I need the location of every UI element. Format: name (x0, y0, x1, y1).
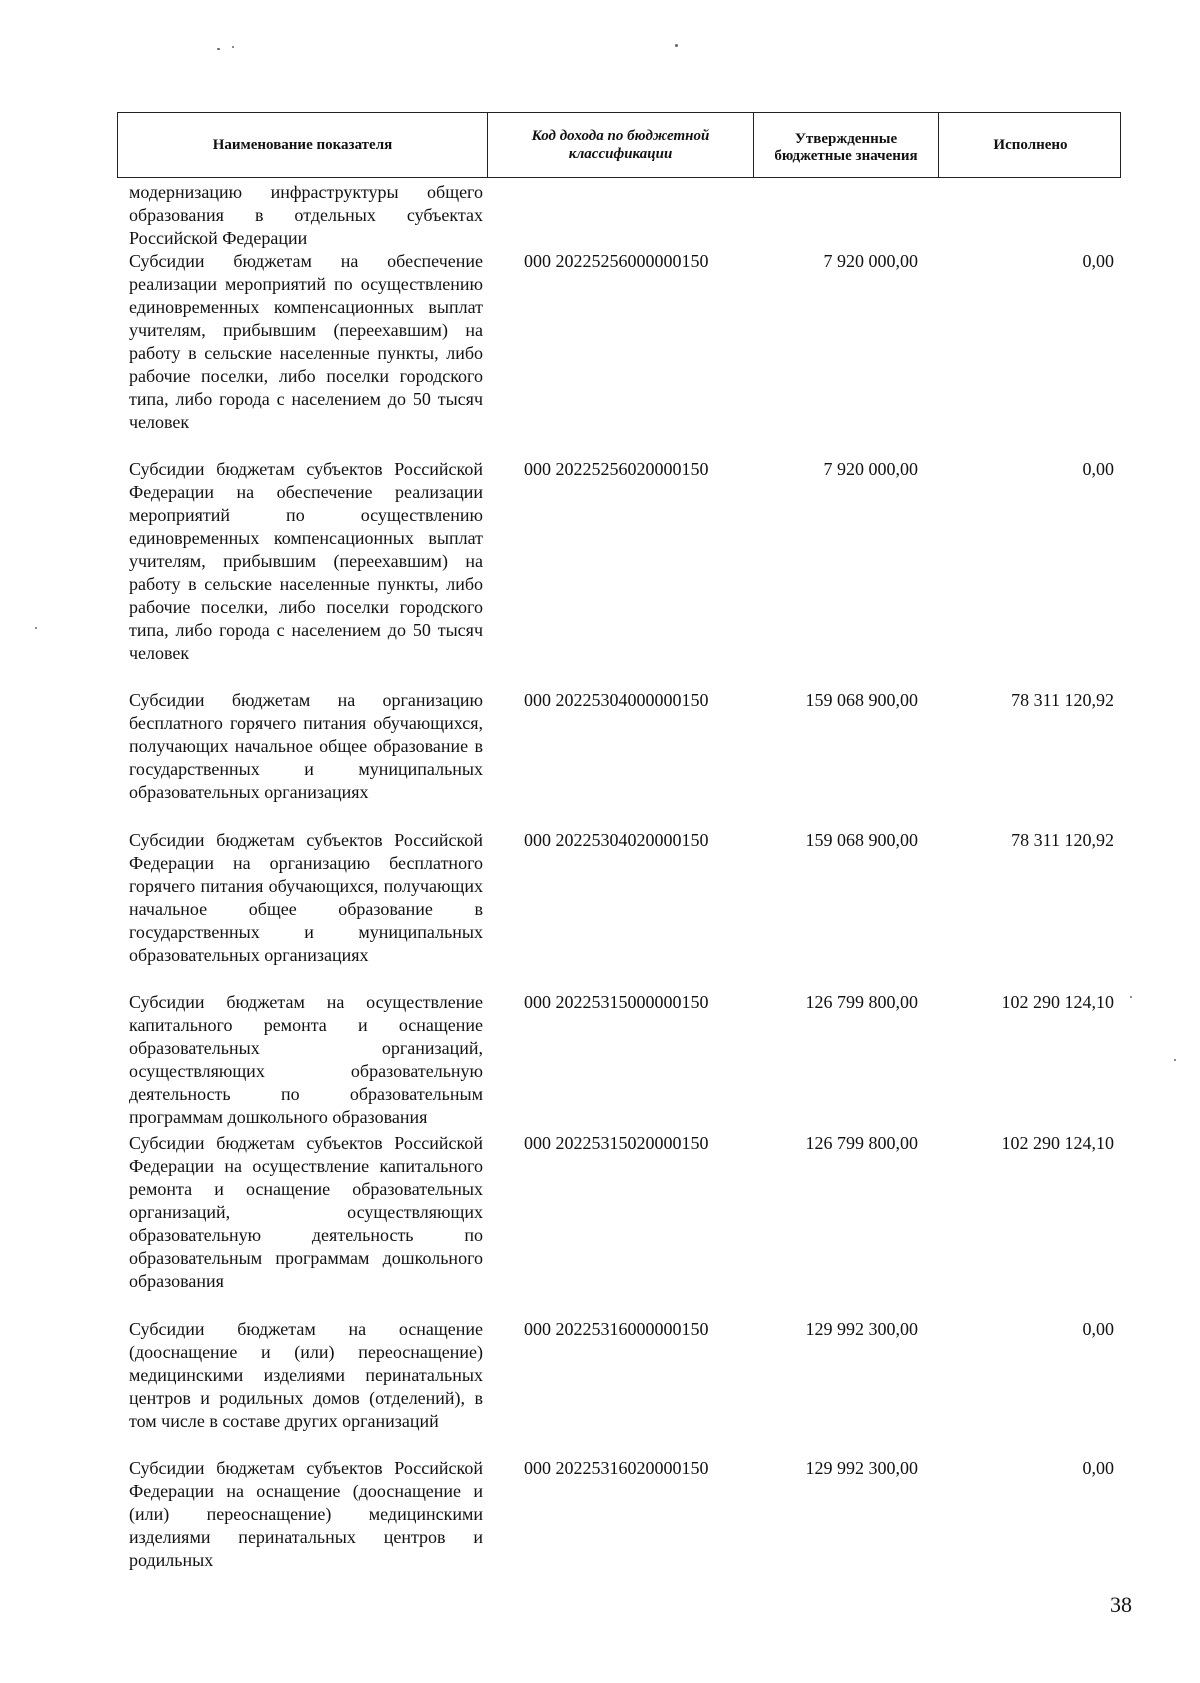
header-code: Код дохода по бюджетной классификации (488, 113, 754, 177)
row-name: Субсидии бюджетам на оснащение (дооснащение и (или) переоснащение) медицинскими изделиями перинатальных центров и родильных домов (отделений), в том числе в составе других организаций (129, 1319, 483, 1431)
row-approved: 7 920 000,00 (823, 251, 918, 271)
row-approved: 7 920 000,00 (823, 459, 918, 479)
row-executed: 102 290 124,10 (1001, 992, 1114, 1012)
row-executed: 0,00 (1082, 1319, 1114, 1339)
row-executed: 78 311 120,92 (1011, 830, 1114, 850)
row-code: 000 20225315000000150 (524, 992, 709, 1012)
scan-speck (35, 627, 37, 629)
row-code (487, 181, 753, 250)
table-row (117, 829, 1121, 967)
row-approved: 129 992 300,00 (805, 1319, 918, 1339)
table-row (117, 250, 1121, 434)
row-approved: 159 068 900,00 (805, 690, 918, 710)
scan-speck (217, 48, 220, 50)
table-header (117, 112, 1121, 178)
row-code: 000 20225304000000150 (524, 690, 709, 710)
row-approved: 126 799 800,00 (805, 992, 918, 1012)
table-row (117, 458, 1121, 665)
table-row (117, 181, 1121, 250)
table-row (117, 1457, 1121, 1572)
header-approved: Утвержденные бюджетные значения (754, 113, 939, 177)
row-code: 000 20225315020000150 (524, 1133, 709, 1153)
row-name: модернизацию инфраструктуры общего образования в отдельных субъектах Российской Федерации (129, 182, 483, 248)
row-name: Субсидии бюджетам субъектов Российской Федерации на осуществление капитального ремонта и оснащение образовательных организаций, осуществляющих образовательную деятельность по образовательным программам дошкольного образования (129, 1133, 483, 1291)
row-name: Субсидии бюджетам на организацию бесплатного горячего питания обучающихся, получающих начальное общее образование в государственных и муниципальных образовательных организациях (129, 690, 483, 802)
header-name: Наименование показателя (118, 113, 488, 177)
row-code: 000 20225304020000150 (524, 830, 709, 850)
table-row (117, 689, 1121, 804)
row-approved: 129 992 300,00 (805, 1458, 918, 1478)
row-executed: 0,00 (1082, 1458, 1114, 1478)
row-name: Субсидии бюджетам субъектов Российской Федерации на организацию бесплатного горячего питания обучающихся, получающих начальное общее образование в государственных и муниципальных образовательных организациях (129, 830, 483, 965)
row-name: Субсидии бюджетам субъектов Российской Федерации на оснащение (дооснащение и (или) переоснащение) медицинскими изделиями перинатальных центров и родильных (129, 1458, 483, 1570)
row-code: 000 20225316020000150 (524, 1458, 709, 1478)
header-executed: Исполнено (993, 137, 1068, 153)
scan-speck (232, 46, 234, 48)
table-row (117, 991, 1121, 1129)
scan-speck (675, 44, 678, 47)
row-executed: 78 311 120,92 (1011, 690, 1114, 710)
row-approved: 126 799 800,00 (805, 1133, 918, 1153)
row-name: Субсидии бюджетам на обеспечение реализации мероприятий по осуществлению единовременных компенсационных выплат учителям, прибывшим (переехавшим) на работу в сельские населенные пункты, либо рабочие поселки, либо поселки городского типа, либо города с населением до 50 тысяч человек (129, 251, 483, 432)
row-approved: 159 068 900,00 (805, 830, 918, 850)
table-row (117, 1318, 1121, 1433)
row-code: 000 20225256000000150 (524, 251, 709, 271)
table-row (117, 1132, 1121, 1293)
scan-speck (1130, 996, 1132, 998)
row-code: 000 20225316000000150 (524, 1319, 709, 1339)
row-approved (753, 181, 938, 250)
row-name: Субсидии бюджетам субъектов Российской Федерации на обеспечение реализации мероприятий по осуществлению единовременных компенсационных выплат учителям, прибывшим (переехавшим) на работу в сельские населенные пункты, либо рабочие поселки, либо поселки городского типа, либо города с населением до 50 тысяч человек (129, 459, 483, 663)
row-code: 000 20225256020000150 (524, 459, 709, 479)
scan-speck (1174, 1059, 1176, 1061)
row-executed: 102 290 124,10 (1001, 1133, 1114, 1153)
row-executed: 0,00 (1082, 251, 1114, 271)
row-executed: 0,00 (1082, 459, 1114, 479)
row-name: Субсидии бюджетам на осуществление капитального ремонта и оснащение образовательных организаций, осуществляющих образовательную деятельность по образовательным программам дошкольного образования (129, 992, 483, 1127)
row-executed (938, 181, 1121, 250)
page-number: 38 (1110, 1592, 1132, 1617)
